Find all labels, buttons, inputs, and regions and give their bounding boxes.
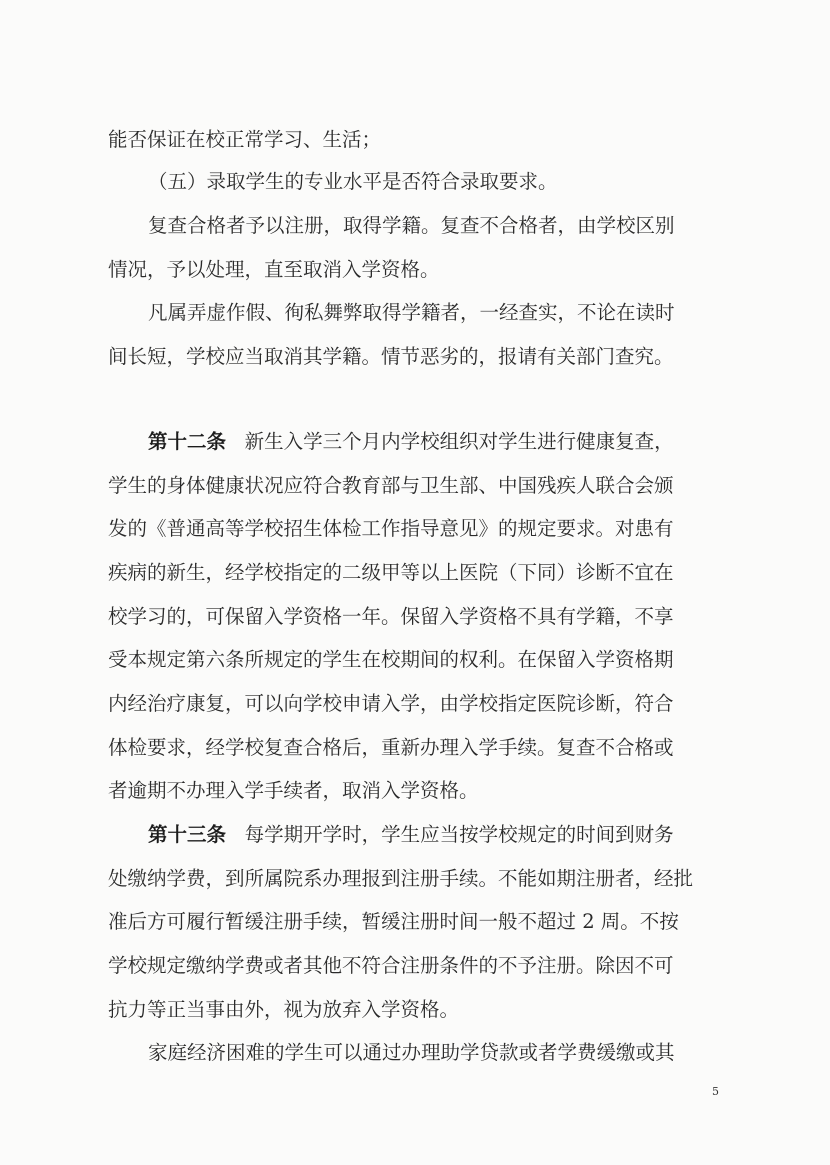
article-13-text: 每学期开学时，学生应当按学校规定的时间到财务: [244, 823, 674, 846]
text-line: 疾病的新生，经学校指定的二级甲等以上医院（下同）诊断不宜在: [108, 561, 674, 584]
article-13-first-line: [148, 825, 674, 845]
text-line: 抗力等正当事由外，视为放弃入学资格。: [108, 998, 460, 1021]
text-line: 准后方可履行暂缓注册手续，暂缓注册时间一般不超过 2 周。不按: [108, 910, 679, 933]
text-line: 复查合格者予以注册，取得学籍。复查不合格者，由学校区别: [148, 214, 675, 237]
text-line: 处缴纳学费，到所属院系办理报到注册手续。不能如期注册者，经批: [108, 867, 694, 890]
article-13-label: 第十三条: [148, 823, 227, 846]
text-line: 内经治疗康复，可以向学校申请入学，由学校指定医院诊断，符合: [108, 692, 674, 715]
text-line: 情况，予以处理，直至取消入学资格。: [108, 258, 440, 281]
text-line: 受本规定第六条所规定的学生在校期间的权利。在保留入学资格期: [108, 648, 674, 671]
text-line: 学生的身体健康状况应符合教育部与卫生部、中国残疾人联合会颁: [108, 474, 674, 497]
text-line: 学校规定缴纳学费或者其他不符合注册条件的不予注册。除因不可: [108, 954, 674, 977]
text-line: 发的《普通高等学校招生体检工作指导意见》的规定要求。对患有: [108, 517, 674, 540]
text-line: 凡属弄虚作假、徇私舞弊取得学籍者，一经查实，不论在读时: [148, 301, 675, 324]
text-line: 能否保证在校正常学习、生活；: [108, 128, 382, 151]
text-line: 校学习的，可保留入学资格一年。保留入学资格不具有学籍，不享: [108, 605, 674, 628]
article-12-label: 第十二条: [148, 430, 227, 453]
article-12-text: 新生入学三个月内学校组织对学生进行健康复查，: [244, 430, 674, 453]
text-line: （五）录取学生的专业水平是否符合录取要求。: [148, 170, 558, 193]
text-line: 体检要求，经学校复查合格后，重新办理入学手续。复查不合格或: [108, 736, 674, 759]
text-line: 者逾期不办理入学手续者，取消入学资格。: [108, 779, 479, 802]
text-line: 间长短，学校应当取消其学籍。情节恶劣的，报请有关部门查究。: [108, 345, 674, 368]
text-line: 家庭经济困难的学生可以通过办理助学贷款或者学费缓缴或其: [148, 1041, 675, 1064]
page-number: 5: [712, 1085, 719, 1098]
article-12-first-line: [148, 432, 674, 452]
